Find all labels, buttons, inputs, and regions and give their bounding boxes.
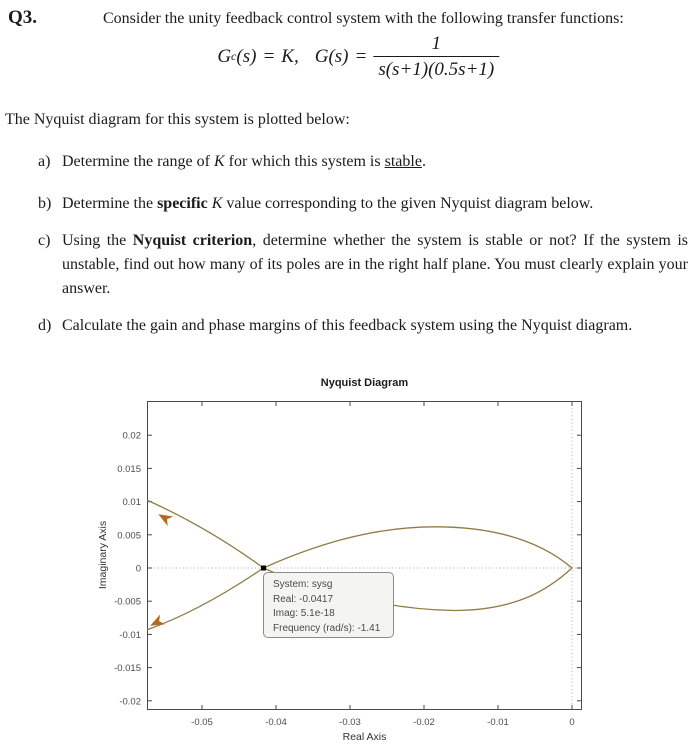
x-tick-label: 0 [569,717,575,728]
datatip-imag: Imag: 5.1e-18 [273,608,335,619]
item-c-label: c) [38,232,51,249]
y-tick-label: 0.015 [117,463,141,475]
question-number: Q3. [8,7,38,28]
item-a-mid: for which this system is [224,153,385,170]
item-a-pre: Determine the range of [62,153,214,170]
item-d-label: d) [38,317,52,334]
eq-comma: , [293,45,299,67]
item-b-bold: specific [157,195,208,212]
chart-title: Nyquist Diagram [320,377,409,389]
datatip-system: System: sysg [273,579,333,590]
datatip-marker[interactable] [261,566,266,571]
item-a-K: K [213,153,225,170]
item-d-text: Calculate the gain and phase margins of this feedback system using the Nyquist diagram. [62,317,633,334]
item-a-underlined: stable [384,153,422,170]
eq-denominator: s(s+1)(0.5s+1) [373,56,499,81]
item-b-label: b) [38,195,52,212]
eq-args2: (s) [328,45,349,67]
item-b-post: value corresponding to the given Nyquist diagram below. [222,195,594,212]
question-intro: Consider the unity feedback control system with the following transfer functions: [103,10,624,27]
datatip-frequency: Frequency (rad/s): -1.41 [273,622,381,634]
item-d [38,314,690,338]
y-tick-label: 0.01 [122,497,141,509]
eq-fraction [373,33,499,81]
item-a-label: a) [38,153,51,170]
item-b-text [62,192,688,216]
plotted-below-line: The Nyquist diagram for this system is plotted below: [5,111,350,128]
eq-equals2: = [354,45,368,67]
eq-K: K [281,45,294,67]
eq-args: (s) [236,45,257,67]
item-b-pre: Determine the [62,195,158,212]
x-tick-label: -0.01 [487,717,509,728]
nyquist-figure [95,375,694,755]
item-c-bold: Nyquist criterion [132,232,253,249]
x-tick-label: -0.03 [339,717,361,728]
eq-sub-c: c [231,49,237,64]
datatip[interactable] [263,572,394,638]
y-tick-label: -0.005 [114,596,141,608]
x-tick-label: -0.02 [413,717,435,728]
transfer-function-equation [217,33,499,81]
item-a-post: . [421,153,426,170]
datatip-real: Real: -0.0417 [273,593,334,605]
y-tick-label: 0.005 [117,530,141,542]
x-axis-label: Real Axis [342,731,387,743]
item-c-text [62,229,688,301]
x-tick-label: -0.04 [265,717,287,728]
y-tick-label: 0 [135,563,141,575]
y-tick-label: -0.02 [119,696,141,708]
y-tick-label: -0.01 [119,629,141,641]
item-b [38,192,690,216]
y-axis-label: Imaginary Axis [97,520,109,590]
item-b-K: K [211,195,223,212]
item-c [38,229,690,301]
nyquist-plot-svg [95,375,694,755]
item-a-text [62,150,688,174]
item-c-pre: Using the [62,232,133,249]
item-a [38,150,690,174]
x-tick-label: -0.05 [191,717,213,728]
eq-G2: G [314,45,329,67]
y-tick-label: 0.02 [122,430,141,442]
eq-equals: = [262,45,276,67]
eq-numerator: 1 [431,33,442,54]
y-tick-label: -0.015 [114,663,141,675]
item-c-post: , determine whether the system is stable or not? If the system is unstable, find out how many of its poles are in the right half plane. You must clearly explain your answer. [62,232,688,297]
eq-G: G [217,45,232,67]
